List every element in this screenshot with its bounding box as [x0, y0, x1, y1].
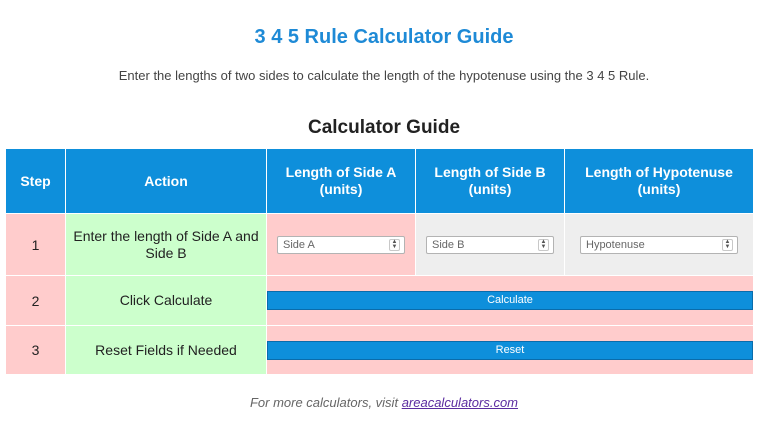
- step-number: 2: [6, 276, 66, 326]
- calculate-button[interactable]: Calculate: [267, 291, 753, 310]
- action-text: Reset Fields if Needed: [66, 326, 267, 375]
- hypotenuse-cell: [565, 214, 754, 276]
- side-b-cell: [416, 214, 565, 276]
- action-text: Enter the length of Side A and Side B: [66, 214, 267, 276]
- side-a-cell: [267, 214, 416, 276]
- footer-link[interactable]: areacalculators.com: [401, 395, 519, 410]
- side-b-input[interactable]: [426, 236, 554, 254]
- table-row: [6, 326, 754, 375]
- action-text: Click Calculate: [66, 276, 267, 326]
- hypotenuse-input[interactable]: [580, 236, 738, 254]
- header-side-b: Length of Side B (units): [416, 149, 565, 214]
- page-title: 3 4 5 Rule Calculator Guide: [254, 26, 514, 48]
- footer-text: For more calculators, visit: [249, 395, 399, 410]
- table-row: [6, 276, 754, 326]
- header-action: Action: [66, 149, 267, 214]
- header-side-a: Length of Side A (units): [267, 149, 416, 214]
- hypotenuse-placeholder: Hypotenuse: [586, 238, 645, 251]
- side-b-placeholder: Side B: [432, 238, 465, 251]
- header-step: Step: [6, 149, 66, 214]
- step-number: 3: [6, 326, 66, 375]
- reset-button[interactable]: Reset: [267, 341, 753, 360]
- spinner-icon[interactable]: ▲ ▼: [722, 239, 733, 251]
- spinner-icon[interactable]: ▲ ▼: [538, 239, 549, 251]
- header-hypotenuse: Length of Hypotenuse (units): [565, 149, 754, 214]
- step-number: 1: [6, 214, 66, 276]
- side-a-placeholder: Side A: [283, 238, 315, 251]
- spinner-icon[interactable]: ▲ ▼: [389, 239, 400, 251]
- side-a-input[interactable]: [277, 236, 405, 254]
- calculator-guide-table: [5, 148, 754, 375]
- page-intro: Enter the lengths of two sides to calculate the length of the hypotenuse using the 3 4 5 Rule.: [118, 68, 650, 83]
- reset-cell: [267, 326, 754, 375]
- calculate-cell: [267, 276, 754, 326]
- table-title: Calculator Guide: [307, 117, 461, 138]
- footer-note: [0, 395, 768, 410]
- table-row: [6, 214, 754, 276]
- table-header-row: [6, 149, 754, 214]
